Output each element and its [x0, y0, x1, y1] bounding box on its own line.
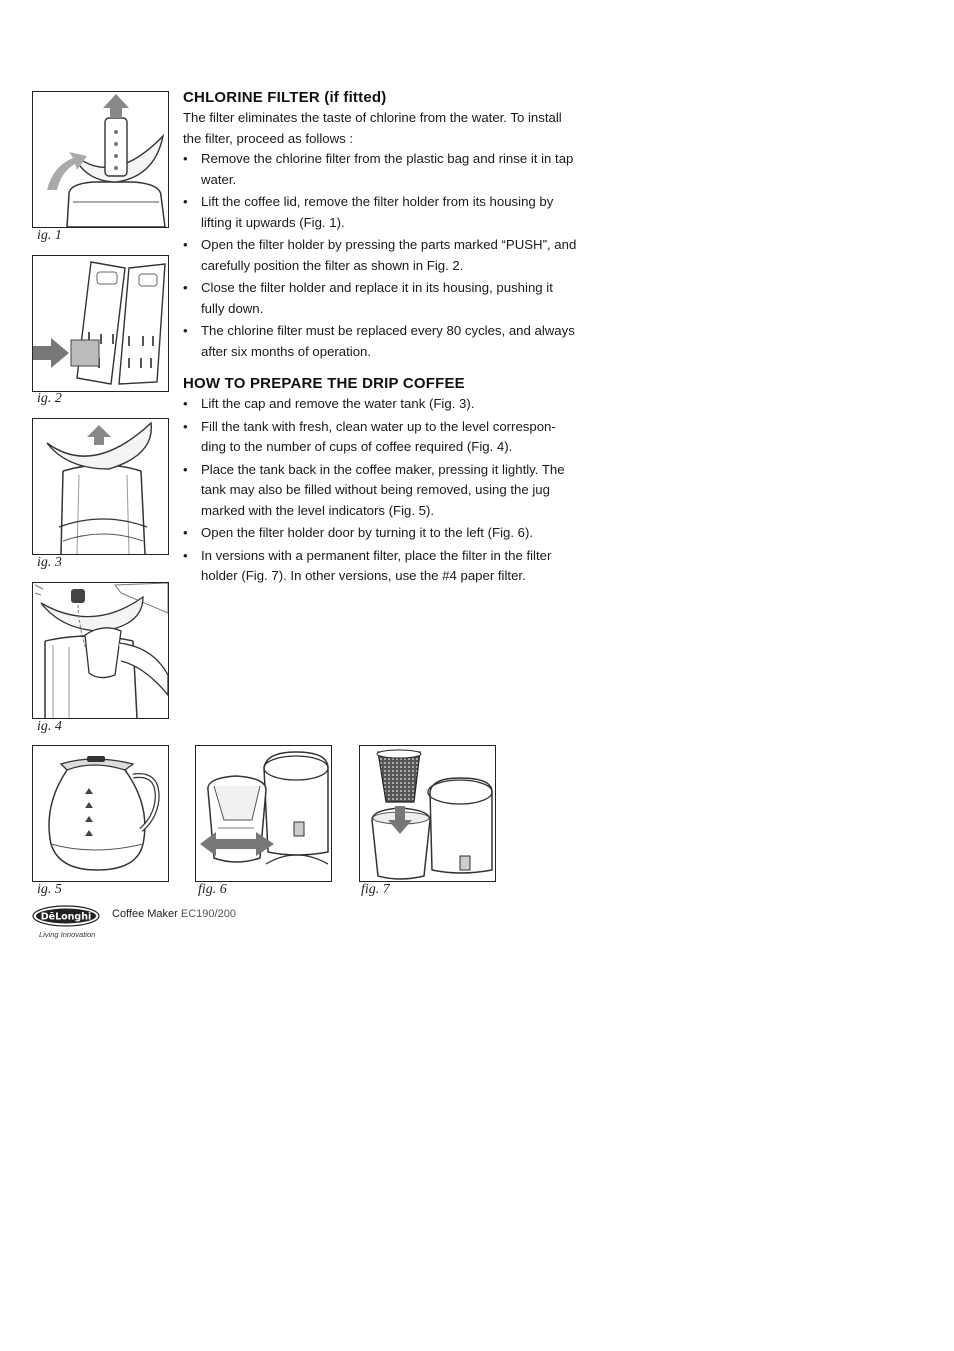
figure-6-illustration	[195, 745, 332, 882]
delonghi-logo	[32, 905, 100, 927]
figure-2-illustration	[32, 255, 169, 392]
list-item: • Open the filter holder by pressing the parts marked “PUSH”, and carefully position the filter as shown in Fig. 2.	[183, 235, 579, 276]
list-item: • Fill the tank with fresh, clean water up to the level correspon-ding to the number of cups of coffee required (Fig. 4).	[183, 417, 579, 458]
list-item: • Lift the cap and remove the water tank (Fig. 3).	[183, 394, 579, 415]
instructions-column	[183, 88, 579, 589]
figure-3-caption: ig. 3	[37, 555, 62, 570]
list-item: • Remove the chlorine filter from the plastic bag and rinse it in tap water.	[183, 149, 579, 190]
figure-7-illustration	[359, 745, 496, 882]
figure-5-caption: ig. 5	[37, 882, 62, 897]
figure-4-illustration	[32, 582, 169, 719]
figure-2-caption: ig. 2	[37, 391, 62, 406]
brand-logo-text: DēLonghi	[40, 911, 92, 923]
figure-1-illustration	[32, 91, 169, 228]
list-item: • Place the tank back in the coffee maker, pressing it lightly. The tank may also be filled without being removed, using the jug marked with the level indicators (Fig. 5).	[183, 460, 579, 522]
figure-4-caption: ig. 4	[37, 719, 62, 734]
list-item: • In versions with a permanent filter, place the filter in the filter holder (Fig. 7). In other versions, use the #4 paper filter.	[183, 546, 579, 587]
chlorine-filter-intro: The filter eliminates the taste of chlorine from the water. To install the filter, proceed as follows :	[183, 110, 562, 146]
chlorine-filter-heading: CHLORINE FILTER (if fitted)	[183, 89, 387, 106]
figure-5-illustration	[32, 745, 169, 882]
list-item: • The chlorine filter must be replaced every 80 cycles, and always after six months of operation.	[183, 321, 579, 362]
figure-6-caption: fig. 6	[198, 882, 227, 897]
drip-coffee-steps	[183, 394, 579, 587]
model-number: EC190/200	[180, 908, 236, 920]
product-model-line	[112, 908, 236, 920]
figure-7-caption: fig. 7	[361, 882, 390, 897]
list-item: • Close the filter holder and replace it in its housing, pushing it fully down.	[183, 278, 579, 319]
list-item: • Open the filter holder door by turning it to the left (Fig. 6).	[183, 523, 579, 544]
chlorine-filter-steps	[183, 149, 579, 362]
list-item: • Lift the coffee lid, remove the filter holder from its housing by lifting it upwards (Fig. 1).	[183, 192, 579, 233]
figure-3-illustration	[32, 418, 169, 555]
brand-tagline: Living Innovation	[39, 930, 96, 939]
drip-coffee-heading: HOW TO PREPARE THE DRIP COFFEE	[183, 375, 465, 392]
product-name: Coffee Maker	[112, 908, 178, 920]
figure-1-caption: ig. 1	[37, 228, 62, 243]
